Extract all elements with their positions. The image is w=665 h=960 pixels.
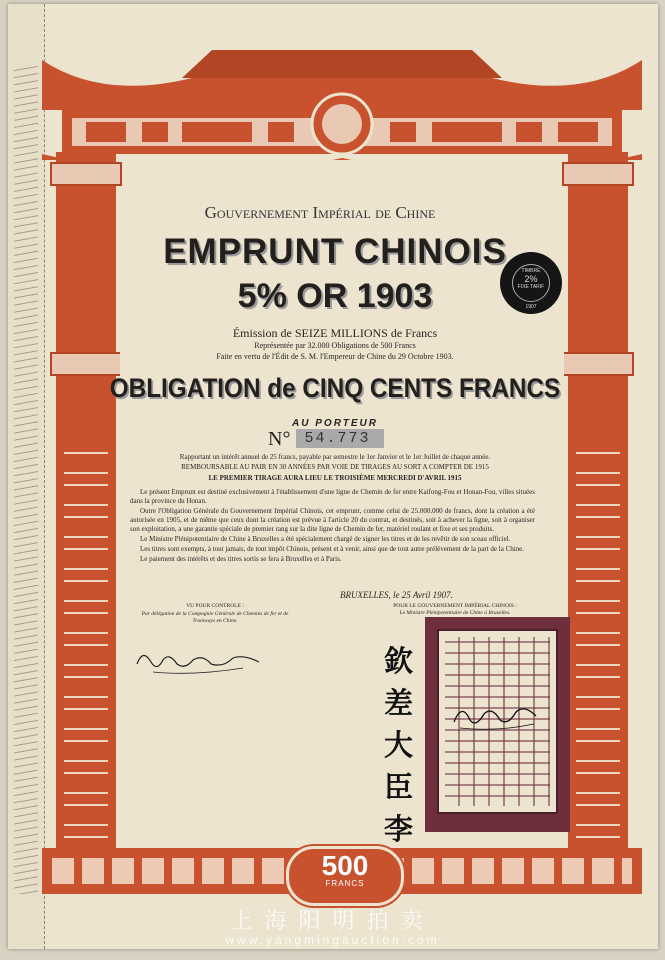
auction-watermark-chinese: 上海阳明拍卖 xyxy=(230,909,435,934)
denomination-medallion xyxy=(286,846,404,906)
control-delegation: Par délégation de la Compagnie Générale de Chemins de fer et de Tramways en Chine. xyxy=(141,611,289,624)
bearer-line: AU PORTEUR xyxy=(292,418,378,429)
represented-line: Représentée par 32.000 Obligations de 500 Francs xyxy=(254,341,416,350)
minister-title: Le Ministre Plénipotentiaire de Chine à Bruxelles. xyxy=(399,610,511,616)
rate-year-line: 5% OR 1903 xyxy=(237,277,433,315)
first-draw-line: LE PREMIER TIRAGE AURA LIEU LE TROISIÈME MERCREDI D'AVRIL 1915 xyxy=(208,474,462,482)
tax-stamp-rate: 2% xyxy=(524,274,538,284)
tax-stamp-label: TIMBRE xyxy=(521,268,541,274)
government-heading: Gouvernement Impérial de Chine xyxy=(204,203,436,222)
terms-paragraph: Le Ministre Plénipotentiaire de Chine à Bruxelles a été spécialement chargé de signer les titres et de les revêtir de son sceau officiel. xyxy=(140,535,511,543)
column-pattern xyxy=(64,442,108,862)
tax-stamp-tariff: FIXE TARIF xyxy=(517,284,545,290)
terms-paragraph: Le paiement des intérêts et des titres sortis se fera à Bruxelles et à Paris. xyxy=(140,555,342,563)
tax-stamp-inner xyxy=(512,264,550,302)
interest-line: Rapportant un intérêt annuel de 25 francs, payable par semestre le 1er Janvier et le 1er Juillet de chaque année. xyxy=(179,453,491,461)
serial-number xyxy=(268,428,384,451)
loan-title: EMPRUNT CHINOIS xyxy=(163,232,507,271)
tax-stamp xyxy=(500,252,562,314)
terms-paragraph: Les titres sont exempts, à tout jamais, de tout impôt Chinois, présent et à venir, ainsi que de tout autre prélèvement de la part de la Chine. xyxy=(140,545,525,553)
tax-stamp-year: 1907 xyxy=(525,304,537,310)
chinese-calligraphy: 欽差大臣李 xyxy=(384,644,414,846)
control-signature xyxy=(133,642,263,678)
denomination-value: 500 xyxy=(321,850,369,881)
bond-terms xyxy=(130,488,535,565)
column-capital xyxy=(50,162,122,186)
pagoda-roof-ornament xyxy=(42,40,642,160)
emission-line: Émission de SEIZE MILLIONS de Francs xyxy=(232,326,438,340)
stub-guilloche-pattern xyxy=(14,64,38,894)
place-date: BRUXELLES, le 25 Avril 1907. xyxy=(340,590,453,600)
terms-paragraph: Outre l'Obligation Générale du Gouvernement Impérial Chinois, cet emprunt, comme celui de 25.000.000 de francs, dont la création a été autorisée en 1905, et de même que ceux dont la création est prévue à l'article 20 du contrat, et destinés, soit à achever la ligne, soit à organiser son exploitation, a une garantie spéciale de premier rang sur la dite ligne de Chemin de fer, matériel roulant et fixe et ses produits. xyxy=(130,507,535,533)
redemption-line: REMBOURSABLE AU PAIR EN 30 ANNÉES PAR VOIE DE TIRAGES AU SORT A COMPTER DE 1915 xyxy=(181,463,489,471)
serial-number-value: 54.773 xyxy=(296,429,384,448)
denomination-unit: FRANCS xyxy=(325,879,365,888)
terms-paragraph: Le présent Emprunt est destiné exclusivement à l'établissement d'une ligne de Chemin de fer entre Kaifong-Fou et Honan-Fou, villes situées dans la province du Honan. xyxy=(130,488,535,505)
column-pattern xyxy=(576,442,620,862)
control-heading: VU POUR CONTROLE : xyxy=(186,603,244,609)
minister-signature xyxy=(450,698,542,732)
column-capital xyxy=(562,162,634,186)
counterfoil-stub xyxy=(8,4,45,949)
decree-line: Faite en vertu de l'Édit de S. M. l'Empereur de Chine du 29 Octobre 1903. xyxy=(216,352,454,361)
number-prefix: N° xyxy=(268,428,291,450)
auction-watermark-url: www.yangmingauction.com xyxy=(225,933,440,947)
government-signatory-heading: POUR LE GOUVERNEMENT IMPÉRIAL CHINOIS : xyxy=(393,603,517,609)
bond-title: OBLIGATION de CINQ CENTS FRANCS xyxy=(109,373,561,403)
